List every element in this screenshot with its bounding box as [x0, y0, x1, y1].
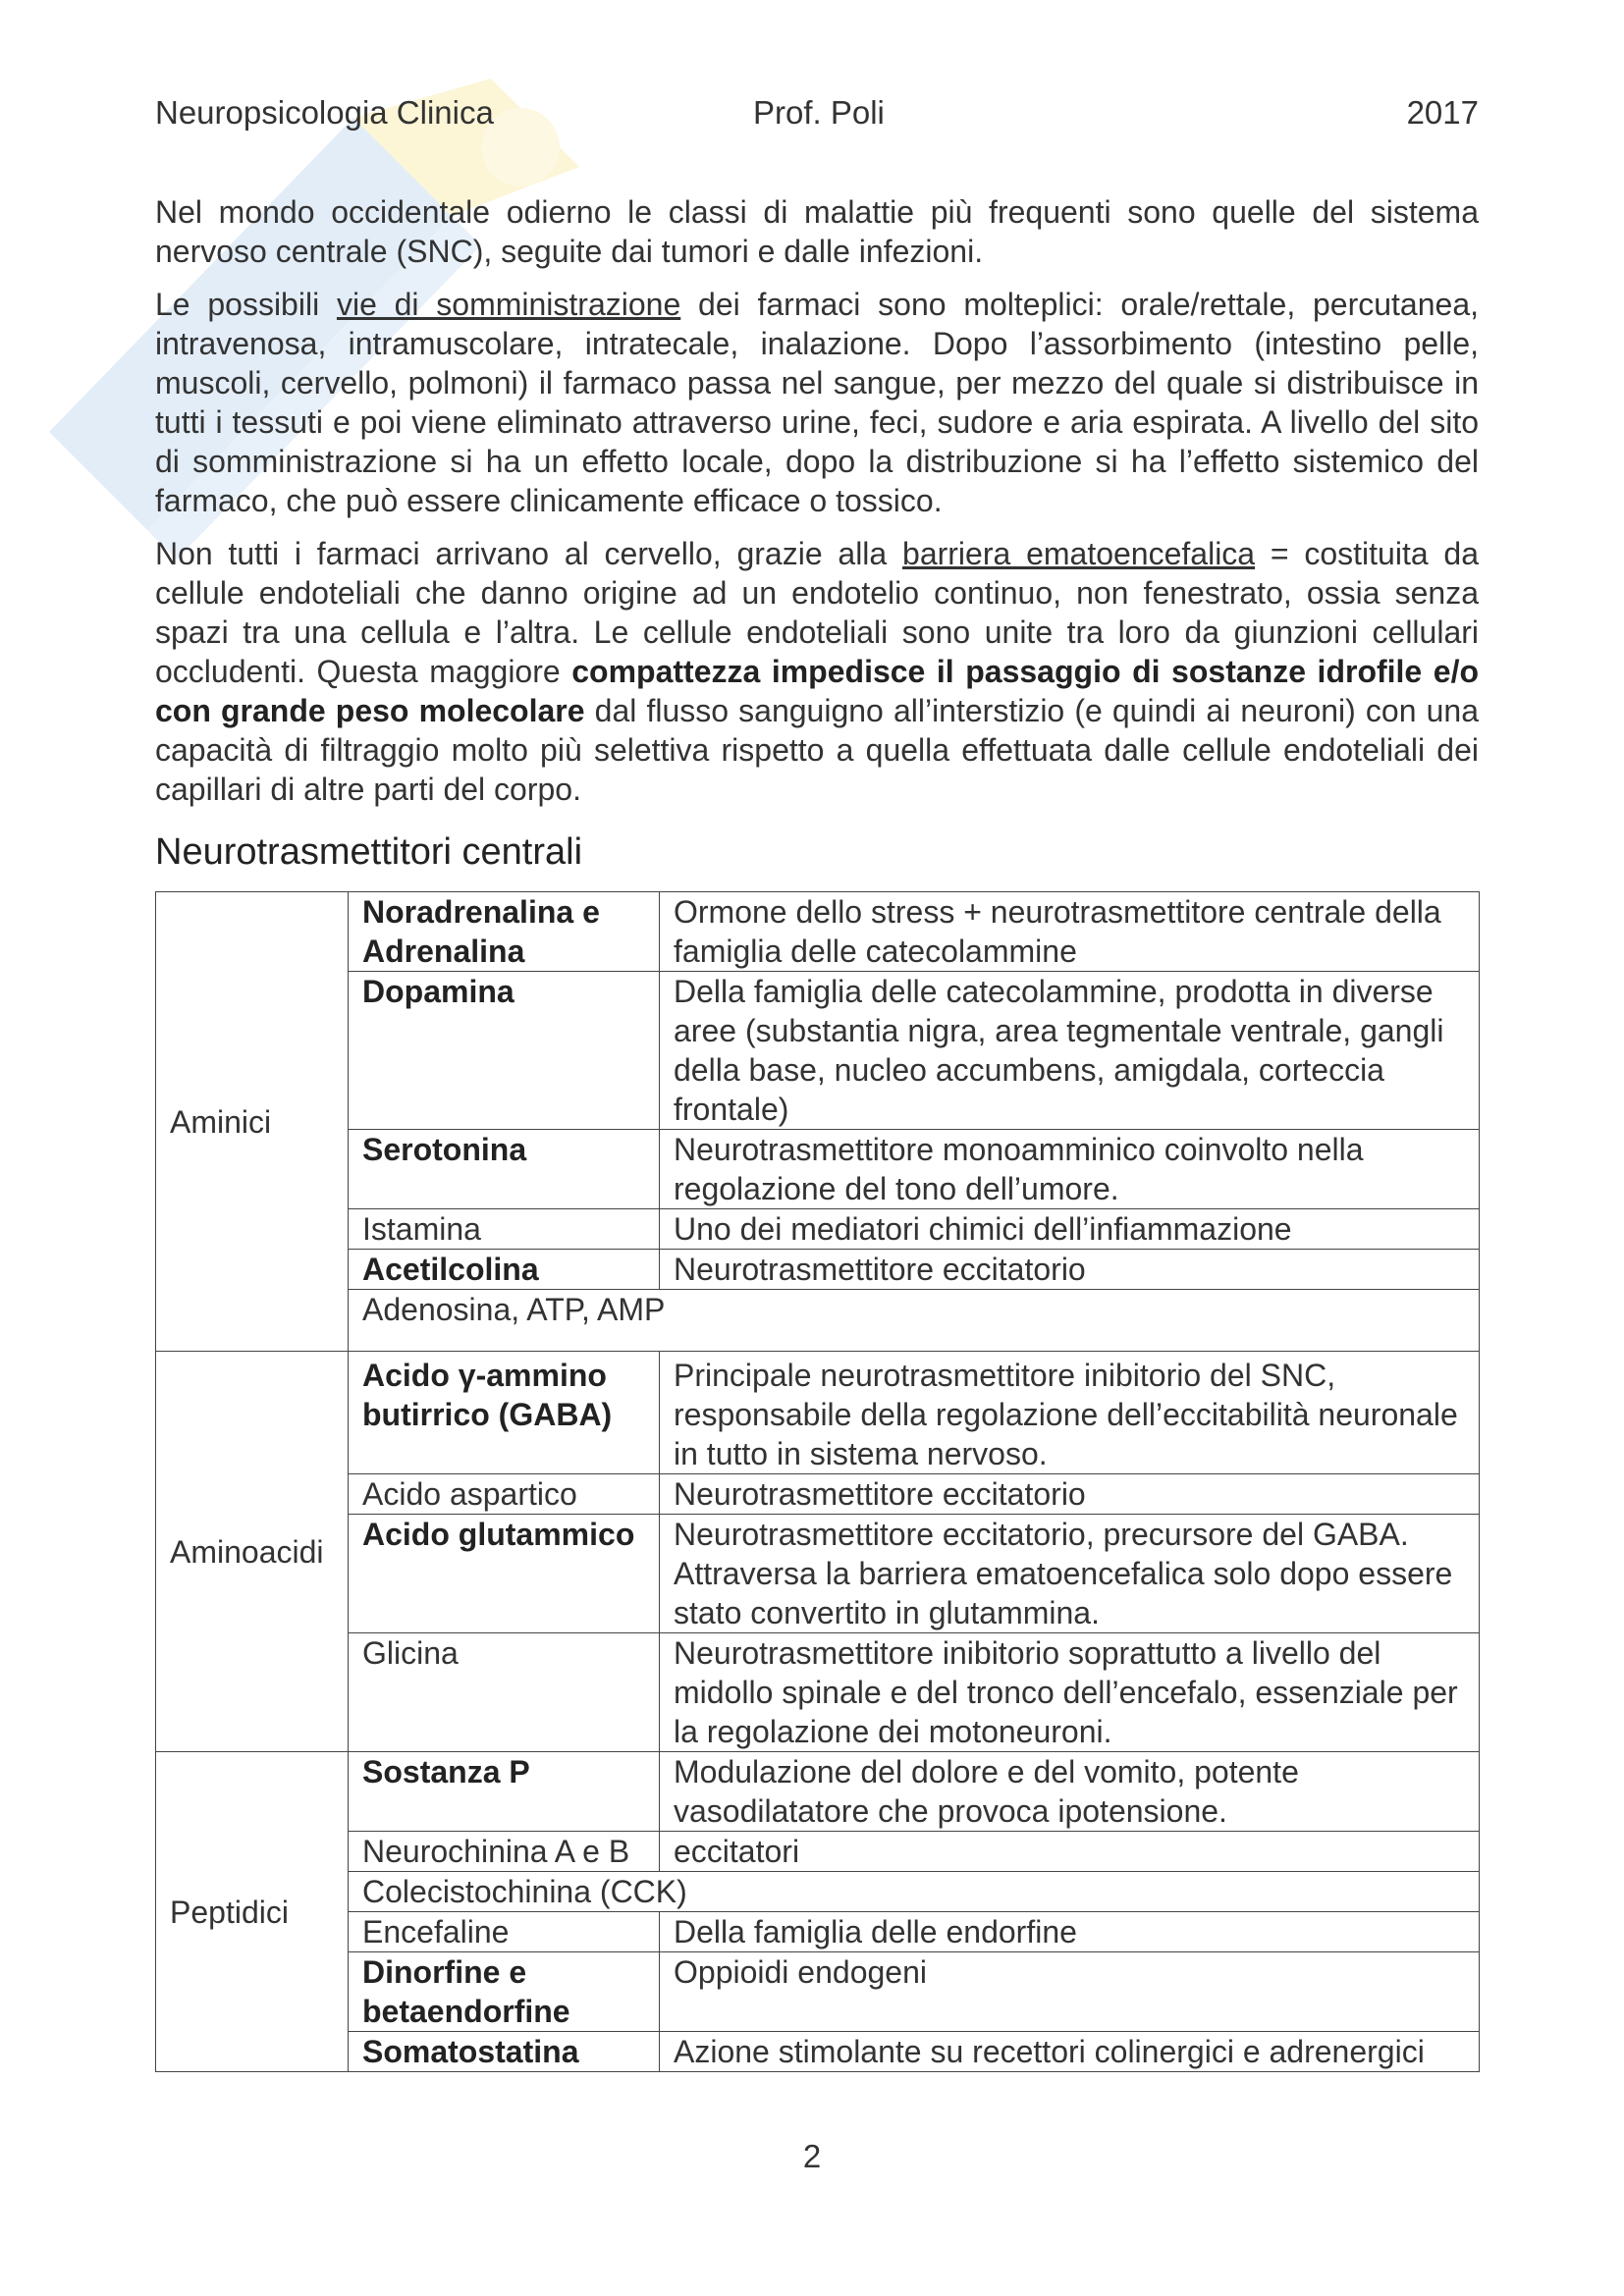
- header-professor: Prof. Poli: [753, 94, 885, 131]
- table-row: [156, 1832, 1480, 1872]
- name-somatostatina: Somatostatina: [362, 2034, 579, 2069]
- table-row: [156, 1515, 1480, 1633]
- table-row: [156, 972, 1480, 1130]
- page-content: [155, 192, 1479, 2072]
- table-row: [156, 1633, 1480, 1752]
- table-row: [156, 892, 1480, 972]
- table-row: [156, 1912, 1480, 1952]
- cell-name: [349, 972, 660, 1130]
- cell-desc: Neurotrasmettitore eccitatorio: [660, 1474, 1480, 1515]
- table-row: [156, 1752, 1480, 1832]
- cell-desc: Della famiglia delle endorfine: [660, 1912, 1480, 1952]
- table-row: [156, 1352, 1480, 1474]
- cell-span-colecistochinina: Colecistochinina (CCK): [349, 1872, 1480, 1912]
- cell-name: [349, 1515, 660, 1633]
- table-row: [156, 1209, 1480, 1250]
- paragraph-3-text-c: dal flusso sanguigno all’interstizio (e quindi ai neuroni) con una capacità di filtraggio molto più selettiva rispetto a quella effettuata dalle cellule endoteliali dei capillari di altre parti del corpo.: [155, 693, 1480, 807]
- section-title: Neurotrasmettitori centrali: [155, 831, 583, 873]
- page-header: [155, 94, 1479, 143]
- table-row: [156, 1474, 1480, 1515]
- paragraph-2-text-a: Le possibili: [155, 287, 337, 322]
- category-aminoacidi: Aminoacidi: [156, 1352, 349, 1752]
- cell-desc: Uno dei mediatori chimici dell’infiammazione: [660, 1209, 1480, 1250]
- name-serotonina: Serotonina: [362, 1132, 527, 1167]
- cell-name: [349, 1130, 660, 1209]
- name-noradrenalina: Noradrenalina e Adrenalina: [362, 894, 600, 969]
- cell-name: [349, 1250, 660, 1290]
- cell-name: [349, 1752, 660, 1832]
- cell-name: [349, 2032, 660, 2072]
- cell-name: Neurochinina A e B: [349, 1832, 660, 1872]
- cell-desc: Neurotrasmettitore monoamminico coinvolto nella regolazione del tono dell’umore.: [660, 1130, 1480, 1209]
- cell-desc: Neurotrasmettitore inibitorio soprattutto a livello del midollo spinale e del tronco dell’encefalo, essenziale per la regolazione dei motoneuroni.: [660, 1633, 1480, 1752]
- neurotransmitter-table: [155, 891, 1480, 2072]
- cell-desc: Azione stimolante su recettori colinergici e adrenergici: [660, 2032, 1480, 2072]
- table-row: [156, 1872, 1480, 1912]
- cell-span-adenosina: Adenosina, ATP, AMP: [349, 1290, 1480, 1352]
- paragraph-3-text-a: Non tutti i farmaci arrivano al cervello, grazie alla: [155, 536, 903, 571]
- page-number: 2: [802, 2138, 822, 2174]
- name-dinorfine: Dinorfine e betaendorfine: [362, 1954, 570, 2029]
- barriera-ematoencefalica-term: barriera ematoencefalica: [902, 536, 1256, 571]
- name-gaba: Acido γ-ammino butirrico (GABA): [362, 1358, 613, 1432]
- cell-desc: eccitatori: [660, 1832, 1480, 1872]
- cell-name: Acido aspartico: [349, 1474, 660, 1515]
- name-acido-glutammico: Acido glutammico: [362, 1517, 635, 1552]
- cell-desc: Oppioidi endogeni: [660, 1952, 1480, 2032]
- cell-name: Istamina: [349, 1209, 660, 1250]
- cell-name: Encefaline: [349, 1912, 660, 1952]
- vie-di-somministrazione-term: vie di somministrazione: [336, 287, 681, 322]
- paragraph-3: [155, 534, 1479, 809]
- name-acetilcolina: Acetilcolina: [362, 1252, 539, 1287]
- paragraph-1: Nel mondo occidentale odierno le classi di malattie più frequenti sono quelle del sistema nervoso centrale (SNC), seguite dai tumori e dalle infezioni.: [155, 194, 1479, 269]
- header-course: Neuropsicologia Clinica: [155, 94, 494, 131]
- header-year: 2017: [1406, 94, 1479, 131]
- table-row: [156, 1130, 1480, 1209]
- paragraph-2-text-b: dei farmaci sono molteplici: orale/rettale, percutanea, intravenosa, intramuscolare, intratecale, inalazione. Dopo l’assorbimento (intestino pelle, muscoli, cervello, polmoni) il farmaco passa nel sangue, per mezzo del quale si distribuisce in tutti i tessuti e poi viene eliminato attraverso urine, feci, sudore e aria espirata. A livello del sito di somministrazione si ha un effetto locale, dopo la distribuzione si ha l’effetto sistemico del farmaco, che può essere clinicamente efficace o tossico.: [155, 287, 1480, 518]
- cell-name: Glicina: [349, 1633, 660, 1752]
- cell-desc: Principale neurotrasmettitore inibitorio del SNC, responsabile della regolazione dell’eccitabilità neuronale in tutto in sistema nervoso.: [660, 1352, 1480, 1474]
- cell-desc: Modulazione del dolore e del vomito, potente vasodilatatore che provoca ipotensione.: [660, 1752, 1480, 1832]
- cell-name: [349, 892, 660, 972]
- cell-desc: Ormone dello stress + neurotrasmettitore centrale della famiglia delle catecolammine: [660, 892, 1480, 972]
- cell-desc: Neurotrasmettitore eccitatorio: [660, 1250, 1480, 1290]
- category-aminici: Aminici: [156, 892, 349, 1352]
- cell-desc: Neurotrasmettitore eccitatorio, precursore del GABA. Attraversa la barriera ematoencefalica solo dopo essere stato convertito in glutammina.: [660, 1515, 1480, 1633]
- table-row: [156, 2032, 1480, 2072]
- cell-name: [349, 1952, 660, 2032]
- category-peptidici: Peptidici: [156, 1752, 349, 2072]
- cell-name: [349, 1352, 660, 1474]
- paragraph-3-bold-text: compattezza impedisce il passaggio di sostanze idrofile e/o con grande peso molecolare: [155, 654, 1480, 728]
- table-row: [156, 1290, 1480, 1352]
- name-sostanza-p: Sostanza P: [362, 1754, 530, 1789]
- table-row: [156, 1952, 1480, 2032]
- paragraph-2: [155, 285, 1479, 520]
- paragraph-3-text-b: = costituita da cellule endoteliali che danno origine ad un endotelio continuo, non fenestrato, ossia senza spazi tra una cellula e l’altra. Le cellule endoteliali sono unite tra loro da giunzioni cellulari occludenti. Questa maggiore: [155, 536, 1480, 689]
- table-row: [156, 1250, 1480, 1290]
- cell-desc: Della famiglia delle catecolammine, prodotta in diverse aree (substantia nigra, area tegmentale ventrale, gangli della base, nucleo accumbens, amigdala, corteccia frontale): [660, 972, 1480, 1130]
- name-dopamina: Dopamina: [362, 974, 514, 1009]
